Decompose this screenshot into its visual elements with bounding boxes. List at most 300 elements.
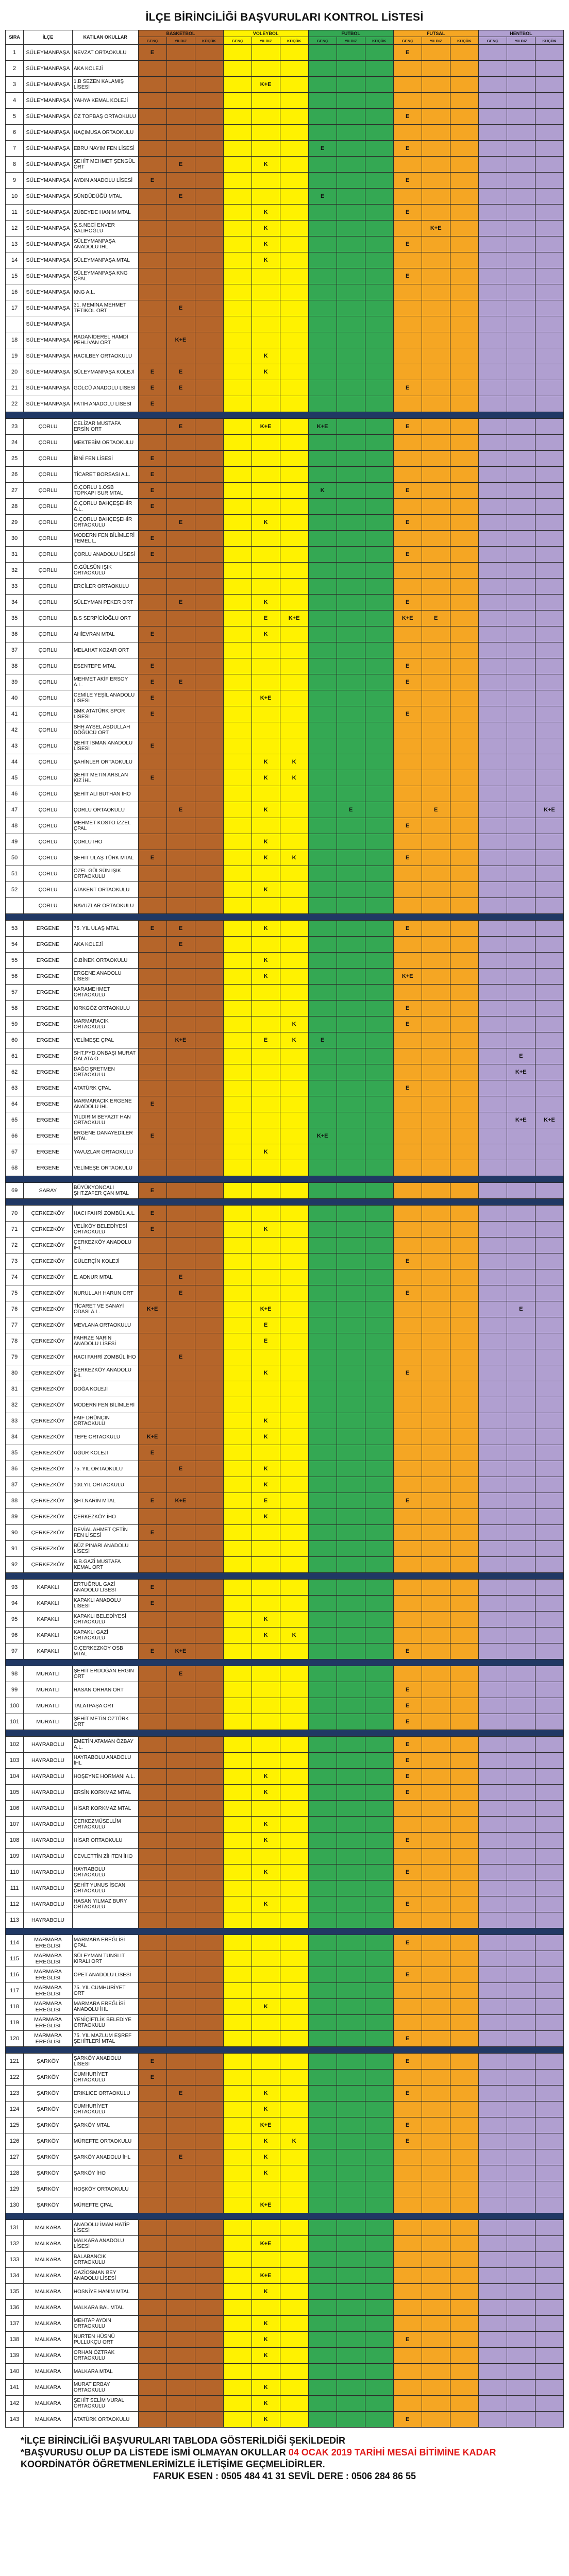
school-name: SÜNDÜDÜĞÜ MTAL xyxy=(72,189,138,205)
category-mark xyxy=(507,1285,535,1301)
category-mark xyxy=(393,396,422,412)
category-mark xyxy=(478,2300,507,2316)
school-name: KAPAKLI BELEDİYESİ ORTAOKULU xyxy=(72,1612,138,1628)
category-mark xyxy=(166,1935,195,1951)
school-name: SHH AYSEL ABDULLAH DÖĞÜCÜ ORT xyxy=(72,722,138,738)
category-mark xyxy=(535,109,563,125)
category-mark: E xyxy=(252,1317,280,1333)
row-number: 14 xyxy=(6,252,24,268)
category-mark xyxy=(535,2380,563,2396)
category-mark xyxy=(393,898,422,914)
category-mark xyxy=(535,1999,563,2015)
school-name: 75. YIL ULAŞ MTAL xyxy=(72,921,138,937)
category-mark xyxy=(365,221,393,236)
category-mark xyxy=(422,595,450,611)
category-mark xyxy=(308,1429,337,1445)
category-mark xyxy=(308,1999,337,2015)
category-mark: E xyxy=(138,451,166,467)
category-mark xyxy=(308,674,337,690)
category-mark xyxy=(478,2332,507,2348)
category-mark: E xyxy=(138,850,166,866)
category-mark xyxy=(507,563,535,579)
category-mark xyxy=(195,2117,223,2133)
row-number: 76 xyxy=(6,1301,24,1317)
category-mark xyxy=(337,1999,365,2015)
category-mark xyxy=(195,786,223,802)
category-mark xyxy=(365,1833,393,1849)
category-mark: E xyxy=(393,1833,422,1849)
row-number: 10 xyxy=(6,189,24,205)
category-mark xyxy=(365,937,393,953)
category-mark: K xyxy=(252,2284,280,2300)
category-mark xyxy=(422,937,450,953)
school-name: ERTUĞRUL GAZİ ANADOLU LİSESİ xyxy=(72,1580,138,1596)
category-mark xyxy=(507,611,535,626)
category-mark xyxy=(195,850,223,866)
category-mark xyxy=(337,2117,365,2133)
category-mark xyxy=(223,1445,252,1461)
category-mark xyxy=(507,2181,535,2197)
category-mark: K xyxy=(252,850,280,866)
category-mark xyxy=(166,109,195,125)
category-mark xyxy=(507,1912,535,1928)
category-mark xyxy=(138,579,166,595)
category-mark xyxy=(195,1349,223,1365)
category-mark: K+E xyxy=(422,221,450,236)
category-mark xyxy=(195,1817,223,1833)
category-mark xyxy=(166,1413,195,1429)
category-mark xyxy=(138,802,166,818)
category-mark xyxy=(422,969,450,985)
category-mark xyxy=(280,921,308,937)
district-name: ÇERKEZKÖY xyxy=(24,1333,73,1349)
category-mark xyxy=(478,2396,507,2412)
table-row xyxy=(6,2364,564,2380)
category-mark xyxy=(280,1896,308,1912)
category-mark xyxy=(393,93,422,109)
school-name: ŞEHİT SELİM VURAL ORTAOKULU xyxy=(72,2396,138,2412)
category-mark xyxy=(138,834,166,850)
category-mark xyxy=(365,236,393,252)
category-mark xyxy=(478,818,507,834)
category-mark xyxy=(450,1285,478,1301)
category-mark xyxy=(195,2380,223,2396)
category-mark xyxy=(535,2412,563,2428)
category-mark xyxy=(308,921,337,937)
category-mark xyxy=(223,2252,252,2268)
district-name: ŞARKÖY xyxy=(24,2165,73,2181)
category-mark: K xyxy=(252,802,280,818)
category-mark xyxy=(478,1557,507,1573)
category-mark xyxy=(535,882,563,898)
district-name: HAYRABOLU xyxy=(24,1817,73,1833)
row-number: 27 xyxy=(6,483,24,499)
category-mark xyxy=(195,1317,223,1333)
category-mark xyxy=(280,738,308,754)
category-mark xyxy=(535,1785,563,1801)
category-mark xyxy=(337,2165,365,2181)
district-name: HAYRABOLU xyxy=(24,1753,73,1769)
category-mark xyxy=(252,61,280,77)
category-mark xyxy=(252,396,280,412)
district-name: MALKARA xyxy=(24,2332,73,2348)
separator-bar xyxy=(6,1659,564,1666)
category-mark xyxy=(195,1445,223,1461)
category-mark xyxy=(252,189,280,205)
category-mark xyxy=(422,1983,450,1999)
table-row xyxy=(6,2252,564,2268)
category-mark xyxy=(195,1951,223,1967)
category-mark xyxy=(308,2380,337,2396)
category-mark xyxy=(195,2316,223,2332)
row-number: 91 xyxy=(6,1541,24,1557)
category-mark xyxy=(308,2284,337,2300)
category-mark xyxy=(365,1935,393,1951)
category-mark: E xyxy=(138,1206,166,1222)
category-mark xyxy=(223,658,252,674)
district-separator xyxy=(6,1659,564,1666)
category-mark xyxy=(223,364,252,380)
category-mark xyxy=(337,2284,365,2300)
table-row xyxy=(6,1509,564,1525)
category-mark xyxy=(138,898,166,914)
col-header-sira: SIRA xyxy=(6,30,24,45)
category-mark xyxy=(450,2181,478,2197)
category-mark xyxy=(280,2396,308,2412)
category-mark: E xyxy=(393,109,422,125)
row-number: 16 xyxy=(6,284,24,300)
category-mark xyxy=(223,786,252,802)
category-mark xyxy=(166,1429,195,1445)
category-mark xyxy=(195,1001,223,1016)
category-mark xyxy=(478,1128,507,1144)
table-row xyxy=(6,1666,564,1682)
category-mark: K xyxy=(252,2133,280,2149)
category-mark xyxy=(422,2316,450,2332)
category-mark xyxy=(450,1525,478,1541)
category-mark xyxy=(337,435,365,451)
category-mark xyxy=(478,1865,507,1880)
category-mark: K xyxy=(280,770,308,786)
category-mark xyxy=(195,284,223,300)
category-mark: E xyxy=(393,1785,422,1801)
category-mark xyxy=(450,1753,478,1769)
category-mark xyxy=(478,690,507,706)
table-row xyxy=(6,2396,564,2412)
district-name: ERGENE xyxy=(24,1001,73,1016)
category-mark xyxy=(507,1596,535,1612)
school-name: SHT.PYD.ONBAŞI MURAT GALATA O. xyxy=(72,1048,138,1064)
school-name: MÜREFTE ORTAOKULU xyxy=(72,2133,138,2149)
category-mark xyxy=(166,2332,195,2348)
category-mark xyxy=(195,1206,223,1222)
category-mark: E xyxy=(393,1253,422,1269)
category-mark xyxy=(422,1381,450,1397)
category-mark xyxy=(252,1285,280,1301)
category-mark xyxy=(535,1769,563,1785)
district-name: MURATLI xyxy=(24,1666,73,1682)
category-mark xyxy=(507,1817,535,1833)
category-mark: E xyxy=(138,483,166,499)
category-mark xyxy=(365,1865,393,1880)
school-name: CEVLETTİN ZİHTEN İHO xyxy=(72,1849,138,1865)
category-mark xyxy=(450,1580,478,1596)
table-row xyxy=(6,921,564,937)
category-mark xyxy=(478,1096,507,1112)
district-name: MURATLI xyxy=(24,1698,73,1714)
category-mark xyxy=(450,1128,478,1144)
category-mark xyxy=(478,2133,507,2149)
school-name: İBNİ FEN LİSESİ xyxy=(72,451,138,467)
category-mark xyxy=(450,1112,478,1128)
category-mark xyxy=(308,2149,337,2165)
school-name: Ö.ÇERKEZKÖY OSB MTAL xyxy=(72,1643,138,1659)
category-mark xyxy=(308,332,337,348)
category-mark xyxy=(422,834,450,850)
school-name: B.B.GAZİ MUSTAFA KEMAL ORT xyxy=(72,1557,138,1573)
category-mark xyxy=(280,1596,308,1612)
table-row xyxy=(6,1413,564,1429)
category-mark xyxy=(507,2102,535,2117)
category-mark xyxy=(365,1048,393,1064)
category-mark xyxy=(138,2348,166,2364)
category-mark: E xyxy=(393,1698,422,1714)
category-mark xyxy=(393,722,422,738)
category-mark xyxy=(393,866,422,882)
table-row xyxy=(6,451,564,467)
category-mark xyxy=(138,419,166,435)
category-mark xyxy=(450,1160,478,1176)
category-mark xyxy=(166,1967,195,1983)
category-mark xyxy=(507,93,535,109)
category-mark: E xyxy=(393,2412,422,2428)
category-mark xyxy=(365,754,393,770)
category-mark xyxy=(535,1461,563,1477)
category-mark: K xyxy=(280,2133,308,2149)
category-mark xyxy=(365,1983,393,1999)
category-mark xyxy=(478,1880,507,1896)
category-mark xyxy=(280,157,308,173)
category-mark: E xyxy=(393,850,422,866)
category-mark xyxy=(252,2031,280,2047)
category-mark xyxy=(308,2197,337,2213)
category-mark xyxy=(280,1912,308,1928)
category-mark xyxy=(195,2284,223,2300)
school-name: ERGENE DANAYEDİLER MTAL xyxy=(72,1128,138,1144)
category-mark xyxy=(195,2086,223,2102)
school-name: ERGENE ANADOLU LİSESİ xyxy=(72,969,138,985)
category-mark xyxy=(308,738,337,754)
category-mark xyxy=(308,531,337,547)
category-mark xyxy=(223,93,252,109)
category-mark xyxy=(337,1833,365,1849)
category-mark: E xyxy=(252,1493,280,1509)
category-mark xyxy=(195,1596,223,1612)
category-mark xyxy=(252,2181,280,2197)
category-mark xyxy=(138,2284,166,2300)
category-mark xyxy=(252,316,280,332)
row-number: 85 xyxy=(6,1445,24,1461)
category-mark xyxy=(507,2117,535,2133)
row-number: 133 xyxy=(6,2252,24,2268)
category-mark xyxy=(308,1769,337,1785)
category-mark xyxy=(280,547,308,563)
category-mark: K xyxy=(252,1461,280,1477)
category-mark xyxy=(337,953,365,969)
category-mark xyxy=(138,1682,166,1698)
category-mark xyxy=(422,1493,450,1509)
row-number: 107 xyxy=(6,1817,24,1833)
category-mark xyxy=(195,189,223,205)
category-mark xyxy=(478,125,507,141)
category-mark xyxy=(365,499,393,515)
category-mark xyxy=(166,563,195,579)
category-mark xyxy=(337,1285,365,1301)
category-mark: E xyxy=(393,658,422,674)
category-mark xyxy=(138,1160,166,1176)
category-mark xyxy=(535,1317,563,1333)
category-mark: E xyxy=(166,157,195,173)
category-mark xyxy=(365,157,393,173)
category-mark xyxy=(535,2252,563,2268)
category-mark xyxy=(478,1525,507,1541)
category-mark xyxy=(450,786,478,802)
school-name: ESENTEPE MTAL xyxy=(72,658,138,674)
row-number: 84 xyxy=(6,1429,24,1445)
category-mark xyxy=(280,1096,308,1112)
category-mark xyxy=(280,1333,308,1349)
category-mark: E xyxy=(138,1643,166,1659)
category-mark xyxy=(223,1301,252,1317)
table-row xyxy=(6,236,564,252)
category-mark xyxy=(252,380,280,396)
category-mark xyxy=(252,1048,280,1064)
category-mark xyxy=(450,205,478,221)
category-mark xyxy=(337,2086,365,2102)
category-mark xyxy=(195,61,223,77)
category-mark xyxy=(280,396,308,412)
category-mark xyxy=(393,435,422,451)
school-name: VELİMEŞE ÇPAL xyxy=(72,1032,138,1048)
category-mark xyxy=(422,2332,450,2348)
table-row xyxy=(6,1381,564,1397)
category-mark xyxy=(337,1880,365,1896)
category-mark xyxy=(166,1682,195,1698)
district-name: ÇERKEZKÖY xyxy=(24,1525,73,1541)
category-mark xyxy=(535,2396,563,2412)
category-mark xyxy=(166,1080,195,1096)
category-mark xyxy=(223,2220,252,2236)
category-mark xyxy=(365,1222,393,1238)
category-mark: E xyxy=(393,1753,422,1769)
category-mark xyxy=(393,1381,422,1397)
category-mark xyxy=(422,722,450,738)
category-mark xyxy=(280,563,308,579)
category-mark xyxy=(535,1381,563,1397)
category-mark xyxy=(535,1493,563,1509)
category-mark xyxy=(166,1333,195,1349)
category-mark xyxy=(195,1477,223,1493)
school-name: 75. YIL MAZLUM EŞREF ŞEHİTLERİ MTAL xyxy=(72,2031,138,2047)
category-mark xyxy=(535,1896,563,1912)
row-number: 109 xyxy=(6,1849,24,1865)
table-row xyxy=(6,2070,564,2086)
category-mark xyxy=(422,1833,450,1849)
row-number: 29 xyxy=(6,515,24,531)
category-mark: E xyxy=(252,1333,280,1349)
table-row xyxy=(6,380,564,396)
category-mark xyxy=(195,2332,223,2348)
category-mark xyxy=(535,316,563,332)
category-mark xyxy=(507,754,535,770)
district-name: HAYRABOLU xyxy=(24,1849,73,1865)
district-name: SÜLEYMANPAŞA xyxy=(24,300,73,316)
category-mark xyxy=(252,1714,280,1730)
table-row xyxy=(6,125,564,141)
category-mark xyxy=(138,93,166,109)
category-mark xyxy=(478,658,507,674)
district-name: ÇERKEZKÖY xyxy=(24,1238,73,1253)
category-mark xyxy=(507,1001,535,1016)
school-name xyxy=(72,316,138,332)
table-row xyxy=(6,1737,564,1753)
category-mark xyxy=(337,1001,365,1016)
category-mark xyxy=(365,579,393,595)
category-mark xyxy=(422,674,450,690)
row-number: 52 xyxy=(6,882,24,898)
category-mark xyxy=(422,898,450,914)
category-mark xyxy=(223,921,252,937)
table-row xyxy=(6,2332,564,2348)
category-mark xyxy=(308,866,337,882)
category-mark xyxy=(507,1349,535,1365)
category-mark: K+E xyxy=(252,2117,280,2133)
category-mark xyxy=(195,2149,223,2165)
category-mark xyxy=(166,1238,195,1253)
category-mark xyxy=(507,802,535,818)
row-number: 87 xyxy=(6,1477,24,1493)
category-mark xyxy=(138,1628,166,1643)
district-name: ÇERKEZKÖY xyxy=(24,1285,73,1301)
category-mark xyxy=(365,77,393,93)
category-mark xyxy=(195,2300,223,2316)
category-mark xyxy=(450,1001,478,1016)
category-mark xyxy=(280,1080,308,1096)
category-mark xyxy=(252,1080,280,1096)
category-mark xyxy=(223,435,252,451)
category-mark xyxy=(308,1525,337,1541)
category-mark xyxy=(195,1983,223,1999)
category-mark xyxy=(280,221,308,236)
table-row xyxy=(6,252,564,268)
category-mark xyxy=(223,953,252,969)
district-name: ÇERKEZKÖY xyxy=(24,1301,73,1317)
category-mark xyxy=(280,77,308,93)
school-name: Ö.ÇORLU BAHÇEŞEHİR ORTAOKULU xyxy=(72,515,138,531)
row-number: 119 xyxy=(6,2015,24,2031)
category-mark xyxy=(365,882,393,898)
category-mark xyxy=(422,738,450,754)
category-mark xyxy=(507,1160,535,1176)
category-mark xyxy=(280,866,308,882)
district-name: ÇORLU xyxy=(24,834,73,850)
category-mark xyxy=(223,1541,252,1557)
row-number: 118 xyxy=(6,1999,24,2015)
category-mark xyxy=(166,348,195,364)
category-mark xyxy=(252,531,280,547)
category-mark xyxy=(535,2149,563,2165)
district-name: MALKARA xyxy=(24,2284,73,2300)
